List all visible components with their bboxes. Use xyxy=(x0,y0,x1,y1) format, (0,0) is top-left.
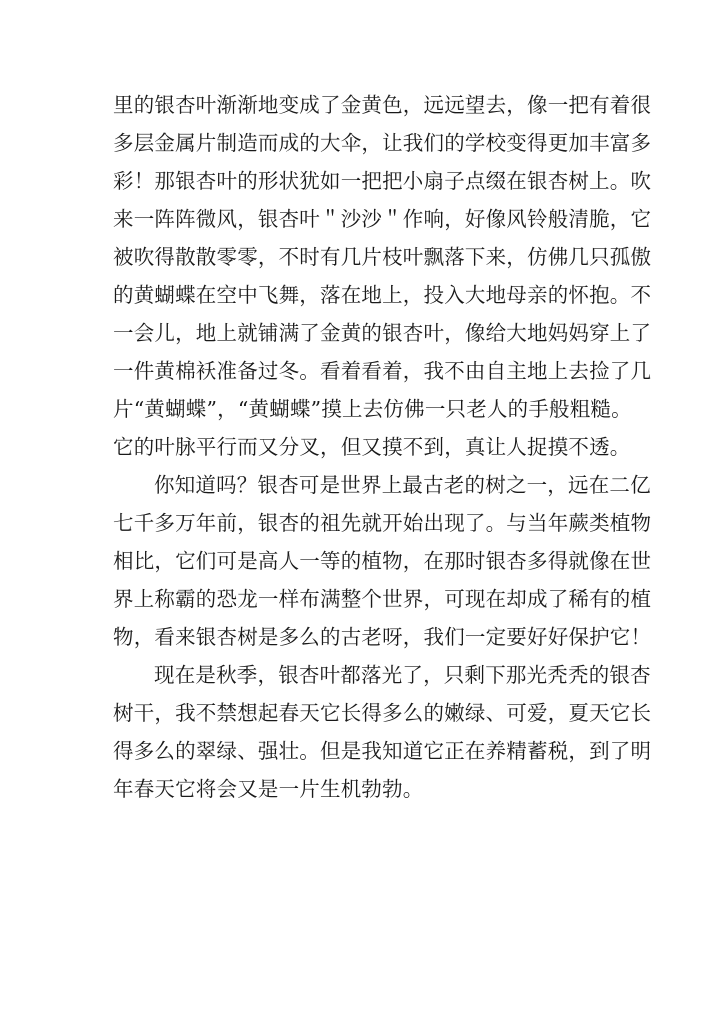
text-line: 来一阵阵微风，银杏叶＂沙沙＂作响，好像风铃般清脆，它 xyxy=(113,207,652,231)
text-line: 片“黄蝴蝶”，“黄蝴蝶”摸上去仿佛一只老人的手般粗糙。 xyxy=(113,397,632,421)
document-body xyxy=(113,86,652,808)
text-line: 被吹得散散零零，不时有几片枝叶飘落下来，仿佛几只孤傲 xyxy=(113,245,652,269)
text-line: 你知道吗？银杏可是世界上最古老的树之一，远在二亿 xyxy=(154,473,651,497)
paragraph-2 xyxy=(113,466,652,656)
text-line: 物，看来银杏树是多么的古老呀，我们一定要好好保护它！ xyxy=(113,625,652,649)
text-line: 里的银杏叶渐渐地变成了金黄色，远远望去，像一把有着很 xyxy=(113,93,652,117)
text-line: 七千多万年前，银杏的祖先就开始出现了。与当年蕨类植物 xyxy=(113,511,652,535)
text-line: 界上称霸的恐龙一样布满整个世界，可现在却成了稀有的植 xyxy=(113,587,652,611)
text-line: 它的叶脉平行而又分叉，但又摸不到，真让人捉摸不透。 xyxy=(113,435,631,459)
text-line: 现在是秋季，银杏叶都落光了，只剩下那光秃秃的银杏 xyxy=(154,663,651,687)
text-line: 一件黄棉袄准备过冬。看着看着，我不由自主地上去捡了几 xyxy=(113,359,652,383)
paragraph-3 xyxy=(113,656,652,808)
text-line: 一会儿，地上就铺满了金黄的银杏叶，像给大地妈妈穿上了 xyxy=(113,321,652,345)
text-line: 相比，它们可是高人一等的植物，在那时银杏多得就像在世 xyxy=(113,549,652,573)
paragraph-1 xyxy=(113,86,652,466)
text-line: 得多么的翠绿、强壮。但是我知道它正在养精蓄税，到了明 xyxy=(113,739,652,763)
text-line: 彩！那银杏叶的形状犹如一把把小扇子点缀在银杏树上。吹 xyxy=(113,169,652,193)
text-line: 的黄蝴蝶在空中飞舞，落在地上，投入大地母亲的怀抱。不 xyxy=(113,283,652,307)
text-line: 多层金属片制造而成的大伞，让我们的学校变得更加丰富多 xyxy=(113,131,652,155)
text-line: 树干，我不禁想起春天它长得多么的嫩绿、可爱，夏天它长 xyxy=(113,701,652,725)
text-line: 年春天它将会又是一片生机勃勃。 xyxy=(113,777,424,801)
